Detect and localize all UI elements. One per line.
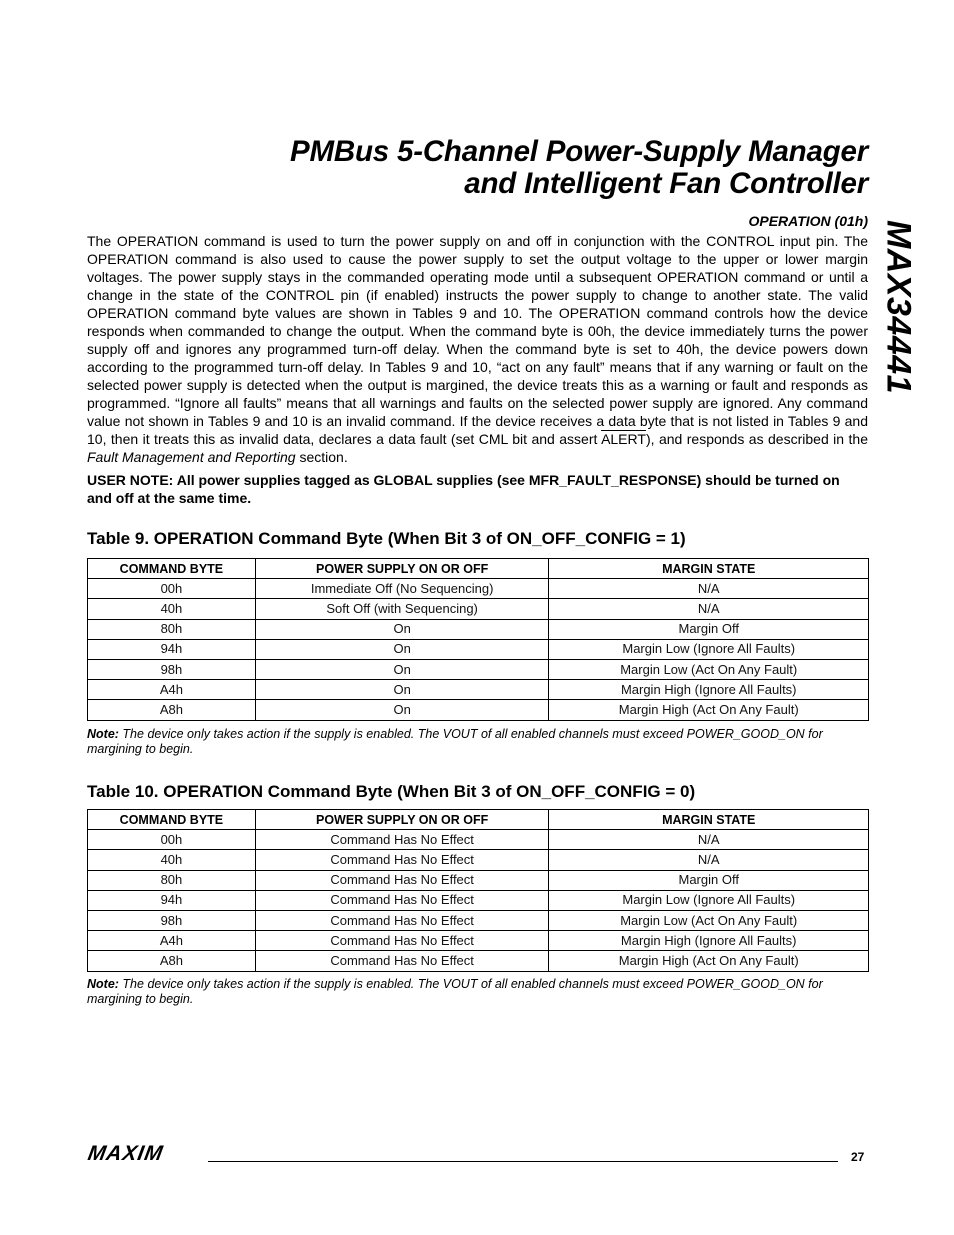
column-header: POWER SUPPLY ON OR OFF bbox=[255, 559, 549, 579]
table-cell: N/A bbox=[549, 599, 869, 619]
body-text-a: The OPERATION command is used to turn the power supply on and off in conjunction with the CONTROL input pin. The OPERATION command is also used to cause the power supply to set the output voltage to the upper or lower margin voltages. The power supply stays in the commanded operating mode until a subsequent OPERATION command or until a change in the state of the CONTROL pin (if enabled) instructs the power supply to change to another state. The valid OPERATION command byte values are shown in Tables 9 and 10. The OPERATION command controls how the device responds when commanded to change the output. When the command byte is 00h, the device immediately turns the power supply off and ignores any programmed turn-off delay. When the command byte is set to 40h, the device powers down according to the programmed turn-off delay. In Tables 9 and 10, “act on any fault” means that if any warning or fault on the selected power supply is detected when the output is margined, the device treats this as a warning or fault and responds as programmed. “Ignore all faults” means that all warnings and faults on the selected power supply are ignored. Any command value not shown in Tables 9 and 10 is an invalid command. If the device receives a data byte that is not listed in Tables 9 and 10, then it treats this as invalid data, declares a data fault (set CML bit and assert bbox=[87, 233, 868, 447]
table-row bbox=[88, 700, 869, 720]
table-row bbox=[88, 659, 869, 679]
table-cell: Command Has No Effect bbox=[255, 870, 549, 890]
table-row bbox=[88, 931, 869, 951]
table-row bbox=[88, 619, 869, 639]
table-cell: On bbox=[255, 619, 549, 639]
table-cell: N/A bbox=[549, 830, 869, 850]
table-cell: A4h bbox=[88, 931, 256, 951]
table-row bbox=[88, 870, 869, 890]
table-cell: N/A bbox=[549, 579, 869, 599]
table-row bbox=[88, 639, 869, 659]
table-cell: Soft Off (with Sequencing) bbox=[255, 599, 549, 619]
column-header: POWER SUPPLY ON OR OFF bbox=[255, 810, 549, 830]
table-cell: Margin Low (Ignore All Faults) bbox=[549, 890, 869, 910]
table-cell: 80h bbox=[88, 619, 256, 639]
note-label: Note: bbox=[87, 727, 119, 741]
table-cell: Margin Low (Act On Any Fault) bbox=[549, 910, 869, 930]
table-row bbox=[88, 680, 869, 700]
body-paragraph bbox=[87, 232, 868, 466]
table-cell: Margin Off bbox=[549, 619, 869, 639]
table-cell: Command Has No Effect bbox=[255, 951, 549, 971]
table-cell: 94h bbox=[88, 890, 256, 910]
table-cell: A8h bbox=[88, 951, 256, 971]
table-cell: 80h bbox=[88, 870, 256, 890]
table-cell: 40h bbox=[88, 850, 256, 870]
table10-note bbox=[87, 977, 868, 1007]
table-cell: On bbox=[255, 700, 549, 720]
table-row bbox=[88, 910, 869, 930]
table10 bbox=[87, 809, 869, 972]
note-label: Note: bbox=[87, 977, 119, 991]
column-header: MARGIN STATE bbox=[549, 810, 869, 830]
column-header: MARGIN STATE bbox=[549, 559, 869, 579]
note-text: The device only takes action if the supply is enabled. The VOUT of all enabled channels must exceed POWER_GOOD_ON for margining to begin. bbox=[87, 977, 823, 1006]
table-cell: Command Has No Effect bbox=[255, 910, 549, 930]
table-row bbox=[88, 599, 869, 619]
table-cell: A4h bbox=[88, 680, 256, 700]
page-number: 27 bbox=[851, 1150, 865, 1164]
table-cell: A8h bbox=[88, 700, 256, 720]
table10-title: Table 10. OPERATION Command Byte (When Bit 3 of ON_OFF_CONFIG = 0) bbox=[87, 782, 696, 801]
alert-signal: ALERT bbox=[601, 431, 646, 447]
table-row bbox=[88, 951, 869, 971]
table-cell: On bbox=[255, 639, 549, 659]
table9 bbox=[87, 558, 869, 721]
table-cell: Margin Low (Act On Any Fault) bbox=[549, 659, 869, 679]
section-heading: OPERATION (01h) bbox=[748, 213, 868, 229]
table-cell: On bbox=[255, 680, 549, 700]
table-row bbox=[88, 830, 869, 850]
table-cell: Margin High (Act On Any Fault) bbox=[549, 951, 869, 971]
column-header: COMMAND BYTE bbox=[88, 810, 256, 830]
table-header-row bbox=[88, 559, 869, 579]
title-line-2: and Intelligent Fan Controller bbox=[464, 167, 868, 200]
table-cell: Margin Low (Ignore All Faults) bbox=[549, 639, 869, 659]
table-cell: Command Has No Effect bbox=[255, 890, 549, 910]
table-cell: 98h bbox=[88, 659, 256, 679]
table-cell: Command Has No Effect bbox=[255, 931, 549, 951]
table-cell: Immediate Off (No Sequencing) bbox=[255, 579, 549, 599]
body-text-b: ), and responds as described in the bbox=[645, 431, 868, 447]
table-row bbox=[88, 890, 869, 910]
table-cell: On bbox=[255, 659, 549, 679]
table-cell: Margin High (Ignore All Faults) bbox=[549, 931, 869, 951]
table9-note bbox=[87, 727, 868, 757]
table-cell: Command Has No Effect bbox=[255, 850, 549, 870]
table-cell: Margin Off bbox=[549, 870, 869, 890]
user-note: USER NOTE: All power supplies tagged as GLOBAL supplies (see MFR_FAULT_RESPONSE) should be turned on and off at the same time. bbox=[87, 472, 840, 506]
body-text-c: section. bbox=[295, 449, 348, 465]
note-text: The device only takes action if the supply is enabled. The VOUT of all enabled channels must exceed POWER_GOOD_ON for margining to begin. bbox=[87, 727, 823, 756]
table-cell: 40h bbox=[88, 599, 256, 619]
column-header: COMMAND BYTE bbox=[88, 559, 256, 579]
table-cell: 98h bbox=[88, 910, 256, 930]
body-text-italic: Fault Management and Reporting bbox=[87, 449, 296, 465]
table9-title: Table 9. OPERATION Command Byte (When Bit 3 of ON_OFF_CONFIG = 1) bbox=[87, 529, 686, 548]
table-cell: Margin High (Ignore All Faults) bbox=[549, 680, 869, 700]
table-row bbox=[88, 579, 869, 599]
table-cell: N/A bbox=[549, 850, 869, 870]
table-cell: Margin High (Act On Any Fault) bbox=[549, 700, 869, 720]
table-cell: 94h bbox=[88, 639, 256, 659]
table-cell: 00h bbox=[88, 579, 256, 599]
table-cell: 00h bbox=[88, 830, 256, 850]
part-number-text: MAX34441 bbox=[879, 219, 918, 395]
title-line-1: PMBus 5-Channel Power-Supply Manager bbox=[290, 135, 868, 168]
table-header-row bbox=[88, 810, 869, 830]
table-row bbox=[88, 850, 869, 870]
footer-divider bbox=[208, 1161, 838, 1162]
maxim-logo: MAXIM bbox=[86, 1142, 166, 1165]
part-number-side-label bbox=[868, 212, 928, 402]
table-cell: Command Has No Effect bbox=[255, 830, 549, 850]
page-title bbox=[108, 136, 868, 200]
